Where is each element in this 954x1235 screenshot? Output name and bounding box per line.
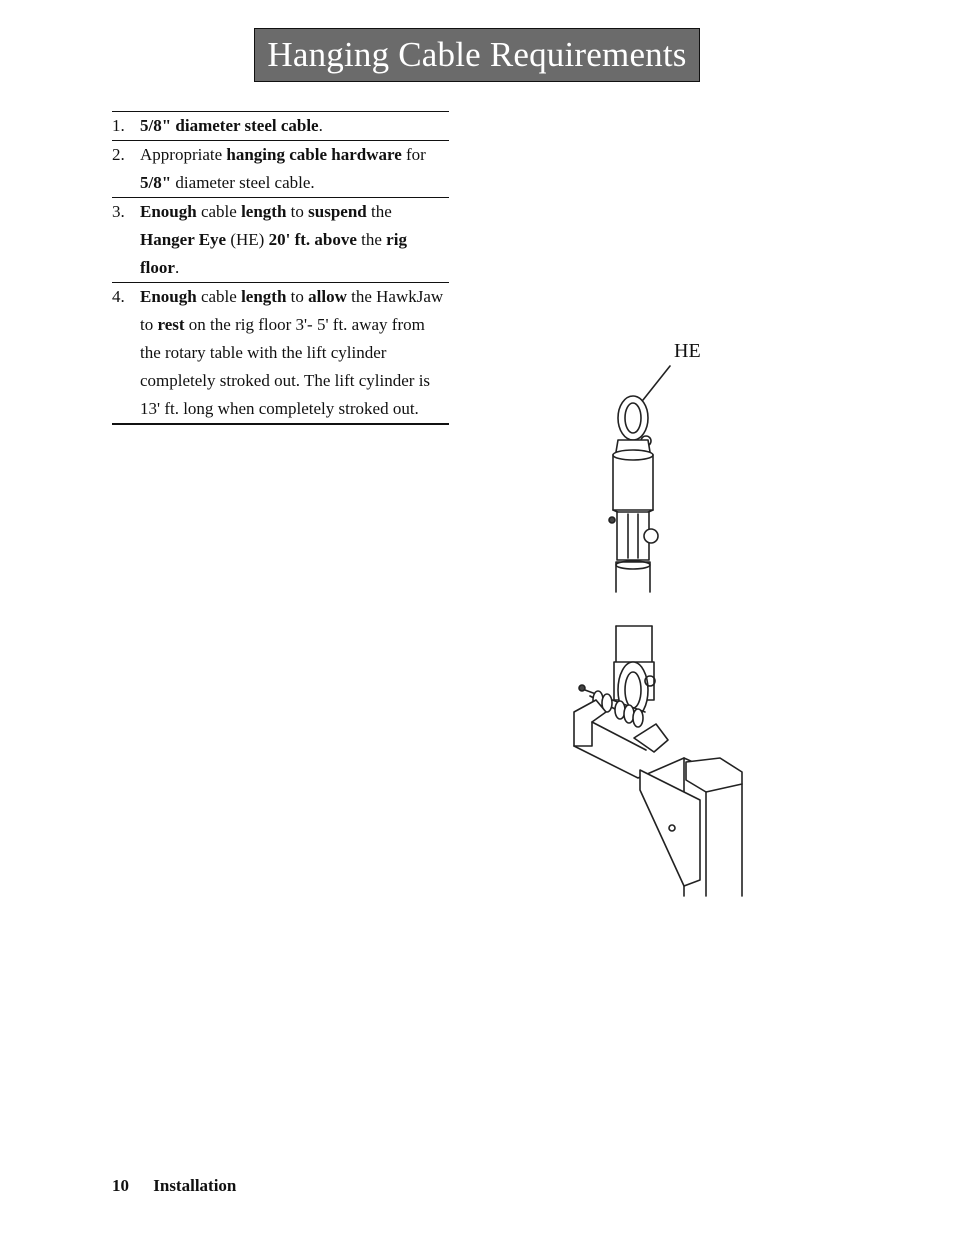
body-text: to [286, 202, 309, 221]
emphasized-text: rig floor [140, 230, 407, 277]
body-text: the [366, 202, 392, 221]
emphasized-text: Hanger Eye [140, 230, 227, 249]
page-footer [112, 1176, 236, 1196]
body-text: to [286, 287, 309, 306]
callout-leader-line [643, 366, 670, 400]
page-title: Hanging Cable Requirements [267, 35, 687, 74]
emphasized-text: Enough [140, 287, 197, 306]
emphasized-text: length [241, 202, 287, 221]
emphasized-text: hanging cable hardware [226, 145, 402, 164]
body-text: the HawkJaw to [140, 287, 444, 334]
body-text: (HE) [226, 230, 269, 249]
requirement-number: 1. [112, 116, 125, 135]
emphasized-text: rest [157, 315, 185, 334]
emphasized-text: 5/8" diameter steel cable [140, 116, 319, 135]
requirement-text [140, 198, 449, 282]
body-text: the [356, 230, 387, 249]
section-name: Installation [153, 1176, 237, 1195]
emphasized-text: length [241, 287, 287, 306]
hanger-eye-assembly-illustration [560, 330, 760, 910]
body-text: . [174, 258, 180, 277]
requirement-item [112, 112, 449, 141]
emphasized-text: allow [308, 287, 347, 306]
requirement-text [140, 141, 449, 197]
requirement-number: 4. [112, 287, 125, 306]
requirement-text [140, 283, 449, 423]
body-text: on the rig floor 3'- 5' ft. away from the rotary table with the lift cylinder completely stroked out. The lift cylinder is 13' ft. long when completely stroked out. [140, 315, 431, 418]
page-number: 10 [112, 1176, 129, 1195]
body-text: Appropriate [140, 145, 227, 164]
emphasized-text: 5/8" [140, 173, 172, 192]
requirement-item [112, 198, 449, 283]
requirements-list [112, 111, 449, 425]
requirement-number: 2. [112, 145, 125, 164]
requirement-text [140, 112, 449, 140]
body-text: cable [196, 287, 242, 306]
requirement-item [112, 283, 449, 423]
requirement-item [112, 141, 449, 198]
hanger-eye-callout-label: HE [674, 340, 701, 362]
emphasized-text: 20' ft. above [268, 230, 357, 249]
body-text: . [318, 116, 323, 135]
emphasized-text: suspend [308, 202, 367, 221]
emphasized-text: Enough [140, 202, 197, 221]
page-title-box [254, 28, 700, 82]
body-text: diameter steel cable. [171, 173, 315, 192]
requirement-number: 3. [112, 202, 125, 221]
body-text: cable [196, 202, 242, 221]
body-text: for [401, 145, 426, 164]
